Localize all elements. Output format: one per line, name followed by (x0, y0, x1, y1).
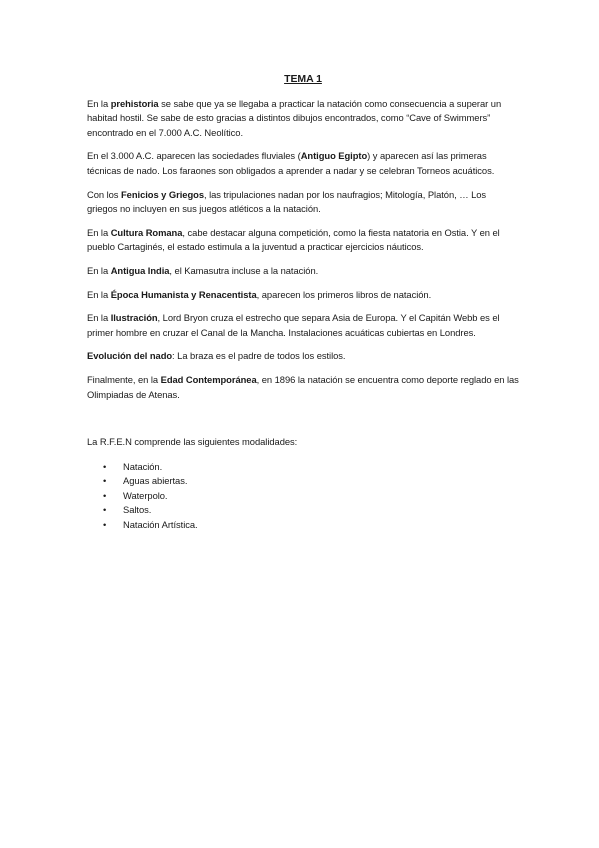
text-span: , aparecen los primeros libros de natación. (256, 288, 432, 300)
list-item (87, 518, 519, 533)
bold-term: Fenicios y Griegos (121, 188, 204, 200)
text-span: : La braza es el padre de todos los estilos. (172, 350, 346, 362)
modalidades-intro: La R.F.E.N comprende las siguientes modalidades: (87, 436, 298, 448)
modalidades-list (87, 460, 519, 533)
paragraph-ilustracion (87, 311, 519, 340)
bold-term: Antiguo Egipto (300, 150, 368, 162)
list-item-label: Saltos. (123, 504, 152, 516)
text-span: Con los (87, 188, 121, 200)
text-span: En el 3.000 A.C. aparecen las sociedades fluviales ( (87, 150, 301, 162)
text-span: , Lord Bryon cruza el estrecho que separa Asia de Europa. Y el Capitán Webb es el primer hombre en cruzar el Canal de la Mancha. Instalaciones acuáticas cubiertas en Londres. (87, 312, 500, 338)
text-span: Finalmente, en la (87, 373, 161, 385)
text-span: , el Kamasutra incluse a la natación. (169, 264, 319, 276)
text-span: , en 1896 la natación se encuentra como deporte reglado en las Olimpiadas de Atenas. (87, 373, 519, 400)
paragraph-cultura-romana (87, 226, 519, 255)
paragraph-fenicios-griegos (87, 188, 519, 217)
history-paragraphs (87, 97, 519, 403)
paragraph-prehistoria (87, 97, 519, 141)
text-span: En la (87, 264, 111, 276)
paragraph-edad-contemporanea (87, 373, 519, 402)
text-span: , las tripulaciones nadan por los naufragios; Mitología, Platón, … Los griegos no incluyen en sus juegos atléticos a la natación. (87, 188, 487, 215)
text-span: En la (87, 312, 111, 324)
text-span: En la (87, 226, 111, 238)
list-item-label: Natación Artística. (123, 519, 198, 531)
paragraph-egipto (87, 149, 519, 178)
paragraph-evolucion-nado (87, 349, 519, 364)
paragraph-antigua-india (87, 264, 519, 279)
bold-term: Antigua India (110, 264, 170, 276)
list-item (87, 503, 519, 518)
bullet-icon: • (103, 460, 107, 472)
bold-term: Edad Contemporánea (160, 373, 257, 385)
bullet-icon: • (103, 475, 107, 487)
bold-term: Época Humanista y Renacentista (110, 288, 257, 300)
bold-term: prehistoria (110, 97, 159, 109)
bullet-icon: • (103, 519, 107, 531)
bullet-icon: • (103, 489, 107, 501)
list-item (87, 474, 519, 489)
bullet-icon: • (103, 504, 107, 516)
text-span: se sabe que ya se llegaba a practicar la natación como consecuencia a superar un habitad hostil. Se sabe de esto gracias a distintos dibujos encontrados, como “Cave of Swimmers” encontrado en el 7.000 A.C. Neolítico. (87, 97, 502, 138)
document-page (87, 72, 519, 533)
text-span: ) y aparecen así las primeras técnicas de nado. Los faraones son obligados a aprender a nadar y se celebran Torneos acuáticos. (87, 150, 495, 176)
list-item (87, 489, 519, 504)
list-item-label: Waterpolo. (123, 489, 168, 501)
text-span: , cabe destacar alguna competición, como la fiesta natatoria en Ostia. Y en el pueblo Cartaginés, el estado estimula a la juventud a practicar ejercicios náuticos. (87, 226, 500, 253)
list-item-label: Aguas abiertas. (123, 475, 188, 487)
page-title: TEMA 1 (284, 73, 322, 85)
text-span: En la (87, 288, 111, 300)
bold-term: Cultura Romana (110, 226, 183, 238)
list-item-label: Natación. (123, 460, 163, 472)
list-item (87, 460, 519, 475)
bold-term: Evolución del nado (87, 350, 173, 362)
text-span: En la (87, 97, 111, 109)
bold-term: Ilustración (110, 312, 158, 324)
paragraph-epoca-humanista (87, 288, 519, 303)
